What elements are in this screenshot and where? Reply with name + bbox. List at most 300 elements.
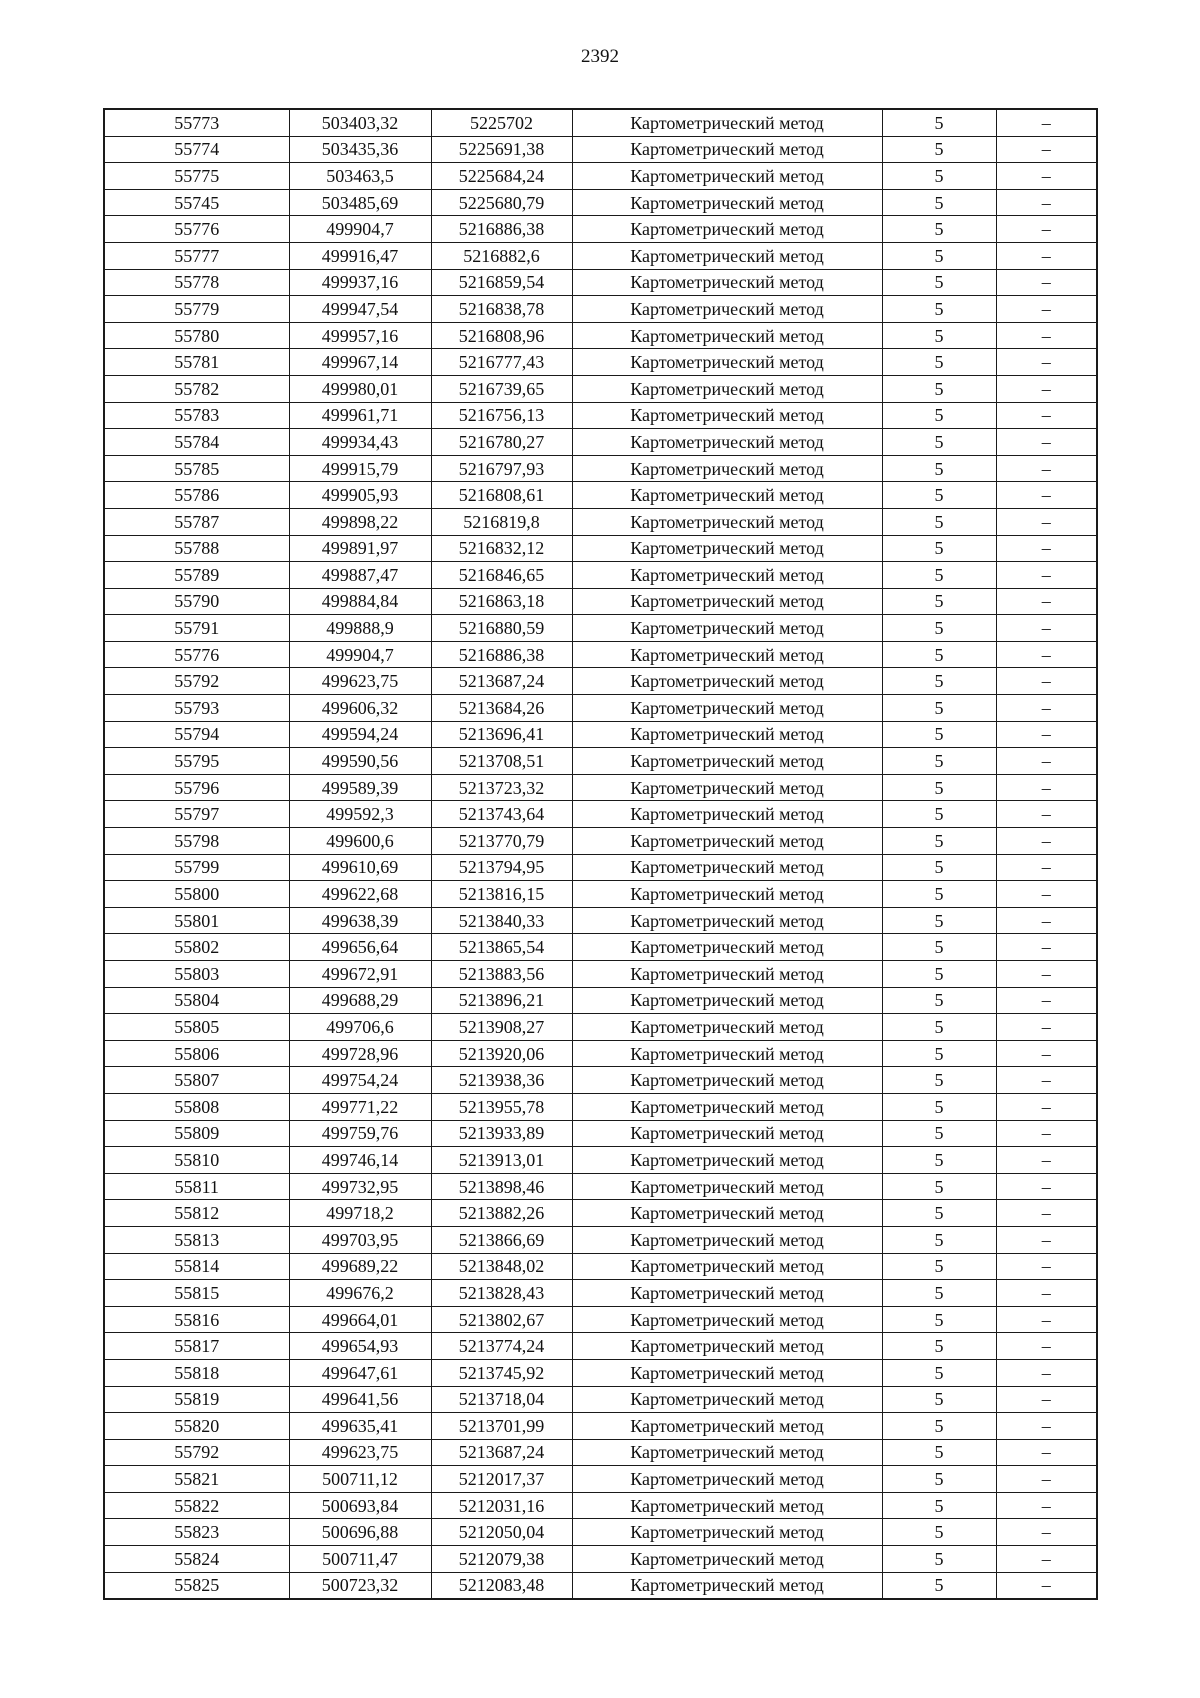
accuracy-cell: 5 xyxy=(882,934,996,961)
accuracy-cell: 5 xyxy=(882,1546,996,1573)
x-coordinate-cell: 499905,93 xyxy=(289,482,431,509)
note-cell: – xyxy=(996,296,1097,323)
note-cell: – xyxy=(996,588,1097,615)
y-coordinate-cell: 5216777,43 xyxy=(431,349,572,376)
x-coordinate-cell: 499592,3 xyxy=(289,801,431,828)
method-cell: Картометрический метод xyxy=(572,508,882,535)
y-coordinate-cell: 5213882,26 xyxy=(431,1200,572,1227)
note-cell: – xyxy=(996,508,1097,535)
point-number-cell: 55775 xyxy=(104,163,289,190)
y-coordinate-cell: 5213696,41 xyxy=(431,721,572,748)
y-coordinate-cell: 5213898,46 xyxy=(431,1173,572,1200)
method-cell: Картометрический метод xyxy=(572,296,882,323)
table-row xyxy=(104,1253,1097,1280)
method-cell: Картометрический метод xyxy=(572,588,882,615)
table-row xyxy=(104,242,1097,269)
table-row xyxy=(104,482,1097,509)
table-row xyxy=(104,881,1097,908)
table-row xyxy=(104,1413,1097,1440)
accuracy-cell: 5 xyxy=(882,1386,996,1413)
x-coordinate-cell: 499888,9 xyxy=(289,615,431,642)
y-coordinate-cell: 5225702 xyxy=(431,109,572,136)
accuracy-cell: 5 xyxy=(882,1413,996,1440)
accuracy-cell: 5 xyxy=(882,1014,996,1041)
method-cell: Картометрический метод xyxy=(572,1280,882,1307)
point-number-cell: 55823 xyxy=(104,1519,289,1546)
x-coordinate-cell: 499656,64 xyxy=(289,934,431,961)
y-coordinate-cell: 5213701,99 xyxy=(431,1413,572,1440)
accuracy-cell: 5 xyxy=(882,854,996,881)
x-coordinate-cell: 500711,12 xyxy=(289,1466,431,1493)
accuracy-cell: 5 xyxy=(882,987,996,1014)
y-coordinate-cell: 5216780,27 xyxy=(431,429,572,456)
y-coordinate-cell: 5216739,65 xyxy=(431,375,572,402)
x-coordinate-cell: 499606,32 xyxy=(289,695,431,722)
accuracy-cell: 5 xyxy=(882,1439,996,1466)
x-coordinate-cell: 499706,6 xyxy=(289,1014,431,1041)
method-cell: Картометрический метод xyxy=(572,1200,882,1227)
table-row xyxy=(104,1280,1097,1307)
note-cell: – xyxy=(996,615,1097,642)
y-coordinate-cell: 5213933,89 xyxy=(431,1120,572,1147)
method-cell: Картометрический метод xyxy=(572,1546,882,1573)
note-cell: – xyxy=(996,163,1097,190)
method-cell: Картометрический метод xyxy=(572,1253,882,1280)
y-coordinate-cell: 5216863,18 xyxy=(431,588,572,615)
accuracy-cell: 5 xyxy=(882,1280,996,1307)
x-coordinate-cell: 499654,93 xyxy=(289,1333,431,1360)
y-coordinate-cell: 5213794,95 xyxy=(431,854,572,881)
x-coordinate-cell: 499718,2 xyxy=(289,1200,431,1227)
accuracy-cell: 5 xyxy=(882,615,996,642)
table-row xyxy=(104,1147,1097,1174)
table-row xyxy=(104,402,1097,429)
table-row xyxy=(104,721,1097,748)
point-number-cell: 55825 xyxy=(104,1572,289,1599)
note-cell: – xyxy=(996,695,1097,722)
x-coordinate-cell: 499594,24 xyxy=(289,721,431,748)
note-cell: – xyxy=(996,1200,1097,1227)
point-number-cell: 55809 xyxy=(104,1120,289,1147)
point-number-cell: 55798 xyxy=(104,828,289,855)
coordinates-table xyxy=(103,108,1098,1600)
y-coordinate-cell: 5213913,01 xyxy=(431,1147,572,1174)
accuracy-cell: 5 xyxy=(882,1173,996,1200)
method-cell: Картометрический метод xyxy=(572,455,882,482)
note-cell: – xyxy=(996,455,1097,482)
note-cell: – xyxy=(996,1439,1097,1466)
table-row xyxy=(104,774,1097,801)
x-coordinate-cell: 499759,76 xyxy=(289,1120,431,1147)
method-cell: Картометрический метод xyxy=(572,1040,882,1067)
note-cell: – xyxy=(996,934,1097,961)
point-number-cell: 55792 xyxy=(104,668,289,695)
note-cell: – xyxy=(996,774,1097,801)
x-coordinate-cell: 499732,95 xyxy=(289,1173,431,1200)
point-number-cell: 55785 xyxy=(104,455,289,482)
coordinates-table-body xyxy=(104,109,1097,1599)
page-number: 2392 xyxy=(581,46,619,67)
x-coordinate-cell: 499590,56 xyxy=(289,748,431,775)
accuracy-cell: 5 xyxy=(882,1120,996,1147)
note-cell: – xyxy=(996,854,1097,881)
table-row xyxy=(104,136,1097,163)
x-coordinate-cell: 503485,69 xyxy=(289,189,431,216)
accuracy-cell: 5 xyxy=(882,801,996,828)
accuracy-cell: 5 xyxy=(882,163,996,190)
accuracy-cell: 5 xyxy=(882,1067,996,1094)
accuracy-cell: 5 xyxy=(882,641,996,668)
y-coordinate-cell: 5212017,37 xyxy=(431,1466,572,1493)
y-coordinate-cell: 5216838,78 xyxy=(431,296,572,323)
table-row xyxy=(104,296,1097,323)
table-row xyxy=(104,1572,1097,1599)
x-coordinate-cell: 499622,68 xyxy=(289,881,431,908)
x-coordinate-cell: 499947,54 xyxy=(289,296,431,323)
accuracy-cell: 5 xyxy=(882,349,996,376)
accuracy-cell: 5 xyxy=(882,1226,996,1253)
method-cell: Картометрический метод xyxy=(572,961,882,988)
accuracy-cell: 5 xyxy=(882,269,996,296)
y-coordinate-cell: 5225684,24 xyxy=(431,163,572,190)
accuracy-cell: 5 xyxy=(882,695,996,722)
x-coordinate-cell: 503435,36 xyxy=(289,136,431,163)
method-cell: Картометрический метод xyxy=(572,189,882,216)
y-coordinate-cell: 5213687,24 xyxy=(431,1439,572,1466)
y-coordinate-cell: 5212031,16 xyxy=(431,1492,572,1519)
x-coordinate-cell: 499904,7 xyxy=(289,641,431,668)
point-number-cell: 55822 xyxy=(104,1492,289,1519)
note-cell: – xyxy=(996,828,1097,855)
table-row xyxy=(104,907,1097,934)
y-coordinate-cell: 5216882,6 xyxy=(431,242,572,269)
method-cell: Картометрический метод xyxy=(572,801,882,828)
point-number-cell: 55801 xyxy=(104,907,289,934)
method-cell: Картометрический метод xyxy=(572,748,882,775)
point-number-cell: 55817 xyxy=(104,1333,289,1360)
x-coordinate-cell: 503403,32 xyxy=(289,109,431,136)
point-number-cell: 55784 xyxy=(104,429,289,456)
method-cell: Картометрический метод xyxy=(572,1439,882,1466)
note-cell: – xyxy=(996,242,1097,269)
y-coordinate-cell: 5225691,38 xyxy=(431,136,572,163)
note-cell: – xyxy=(996,1226,1097,1253)
method-cell: Картометрический метод xyxy=(572,1306,882,1333)
x-coordinate-cell: 499887,47 xyxy=(289,562,431,589)
table-row xyxy=(104,588,1097,615)
x-coordinate-cell: 500696,88 xyxy=(289,1519,431,1546)
x-coordinate-cell: 499967,14 xyxy=(289,349,431,376)
note-cell: – xyxy=(996,1306,1097,1333)
y-coordinate-cell: 5213708,51 xyxy=(431,748,572,775)
point-number-cell: 55800 xyxy=(104,881,289,908)
note-cell: – xyxy=(996,668,1097,695)
note-cell: – xyxy=(996,349,1097,376)
y-coordinate-cell: 5216886,38 xyxy=(431,216,572,243)
x-coordinate-cell: 499937,16 xyxy=(289,269,431,296)
y-coordinate-cell: 5213865,54 xyxy=(431,934,572,961)
point-number-cell: 55813 xyxy=(104,1226,289,1253)
method-cell: Картометрический метод xyxy=(572,1226,882,1253)
x-coordinate-cell: 499623,75 xyxy=(289,1439,431,1466)
x-coordinate-cell: 499688,29 xyxy=(289,987,431,1014)
note-cell: – xyxy=(996,269,1097,296)
method-cell: Картометрический метод xyxy=(572,163,882,190)
point-number-cell: 55824 xyxy=(104,1546,289,1573)
y-coordinate-cell: 5213866,69 xyxy=(431,1226,572,1253)
method-cell: Картометрический метод xyxy=(572,1147,882,1174)
y-coordinate-cell: 5213840,33 xyxy=(431,907,572,934)
x-coordinate-cell: 499647,61 xyxy=(289,1359,431,1386)
table-row xyxy=(104,1306,1097,1333)
x-coordinate-cell: 499980,01 xyxy=(289,375,431,402)
accuracy-cell: 5 xyxy=(882,242,996,269)
accuracy-cell: 5 xyxy=(882,1333,996,1360)
accuracy-cell: 5 xyxy=(882,1147,996,1174)
accuracy-cell: 5 xyxy=(882,1040,996,1067)
accuracy-cell: 5 xyxy=(882,748,996,775)
note-cell: – xyxy=(996,987,1097,1014)
point-number-cell: 55804 xyxy=(104,987,289,1014)
y-coordinate-cell: 5213718,04 xyxy=(431,1386,572,1413)
point-number-cell: 55778 xyxy=(104,269,289,296)
y-coordinate-cell: 5216886,38 xyxy=(431,641,572,668)
y-coordinate-cell: 5216808,61 xyxy=(431,482,572,509)
y-coordinate-cell: 5213770,79 xyxy=(431,828,572,855)
note-cell: – xyxy=(996,1253,1097,1280)
table-row xyxy=(104,641,1097,668)
point-number-cell: 55812 xyxy=(104,1200,289,1227)
note-cell: – xyxy=(996,881,1097,908)
note-cell: – xyxy=(996,1492,1097,1519)
table-row xyxy=(104,455,1097,482)
point-number-cell: 55810 xyxy=(104,1147,289,1174)
table-row xyxy=(104,1014,1097,1041)
point-number-cell: 55776 xyxy=(104,641,289,668)
y-coordinate-cell: 5212050,04 xyxy=(431,1519,572,1546)
note-cell: – xyxy=(996,1572,1097,1599)
method-cell: Картометрический метод xyxy=(572,668,882,695)
note-cell: – xyxy=(996,721,1097,748)
x-coordinate-cell: 499891,97 xyxy=(289,535,431,562)
note-cell: – xyxy=(996,1546,1097,1573)
y-coordinate-cell: 5212079,38 xyxy=(431,1546,572,1573)
note-cell: – xyxy=(996,1147,1097,1174)
y-coordinate-cell: 5213745,92 xyxy=(431,1359,572,1386)
method-cell: Картометрический метод xyxy=(572,1466,882,1493)
point-number-cell: 55789 xyxy=(104,562,289,589)
y-coordinate-cell: 5213896,21 xyxy=(431,987,572,1014)
y-coordinate-cell: 5216819,8 xyxy=(431,508,572,535)
y-coordinate-cell: 5216808,96 xyxy=(431,322,572,349)
note-cell: – xyxy=(996,482,1097,509)
note-cell: – xyxy=(996,1386,1097,1413)
note-cell: – xyxy=(996,1519,1097,1546)
x-coordinate-cell: 499898,22 xyxy=(289,508,431,535)
x-coordinate-cell: 499934,43 xyxy=(289,429,431,456)
y-coordinate-cell: 5213920,06 xyxy=(431,1040,572,1067)
accuracy-cell: 5 xyxy=(882,482,996,509)
table-row xyxy=(104,189,1097,216)
table-row xyxy=(104,1040,1097,1067)
method-cell: Картометрический метод xyxy=(572,721,882,748)
method-cell: Картометрический метод xyxy=(572,1519,882,1546)
y-coordinate-cell: 5213848,02 xyxy=(431,1253,572,1280)
y-coordinate-cell: 5216756,13 xyxy=(431,402,572,429)
table-row xyxy=(104,1226,1097,1253)
y-coordinate-cell: 5213938,36 xyxy=(431,1067,572,1094)
method-cell: Картометрический метод xyxy=(572,269,882,296)
point-number-cell: 55806 xyxy=(104,1040,289,1067)
note-cell: – xyxy=(996,1040,1097,1067)
accuracy-cell: 5 xyxy=(882,296,996,323)
method-cell: Картометрический метод xyxy=(572,1333,882,1360)
x-coordinate-cell: 499916,47 xyxy=(289,242,431,269)
note-cell: – xyxy=(996,1173,1097,1200)
x-coordinate-cell: 499904,7 xyxy=(289,216,431,243)
note-cell: – xyxy=(996,801,1097,828)
table-row xyxy=(104,1333,1097,1360)
table-row xyxy=(104,1067,1097,1094)
note-cell: – xyxy=(996,375,1097,402)
note-cell: – xyxy=(996,535,1097,562)
note-cell: – xyxy=(996,1466,1097,1493)
y-coordinate-cell: 5213802,67 xyxy=(431,1306,572,1333)
table-row xyxy=(104,1386,1097,1413)
y-coordinate-cell: 5212083,48 xyxy=(431,1572,572,1599)
note-cell: – xyxy=(996,907,1097,934)
point-number-cell: 55802 xyxy=(104,934,289,961)
method-cell: Картометрический метод xyxy=(572,1492,882,1519)
accuracy-cell: 5 xyxy=(882,721,996,748)
y-coordinate-cell: 5216859,54 xyxy=(431,269,572,296)
table-row xyxy=(104,1519,1097,1546)
point-number-cell: 55795 xyxy=(104,748,289,775)
method-cell: Картометрический метод xyxy=(572,828,882,855)
table-row xyxy=(104,1359,1097,1386)
x-coordinate-cell: 499589,39 xyxy=(289,774,431,801)
note-cell: – xyxy=(996,322,1097,349)
point-number-cell: 55820 xyxy=(104,1413,289,1440)
table-row xyxy=(104,375,1097,402)
table-row xyxy=(104,668,1097,695)
x-coordinate-cell: 499610,69 xyxy=(289,854,431,881)
method-cell: Картометрический метод xyxy=(572,562,882,589)
method-cell: Картометрический метод xyxy=(572,322,882,349)
method-cell: Картометрический метод xyxy=(572,402,882,429)
point-number-cell: 55786 xyxy=(104,482,289,509)
point-number-cell: 55779 xyxy=(104,296,289,323)
x-coordinate-cell: 499641,56 xyxy=(289,1386,431,1413)
x-coordinate-cell: 499771,22 xyxy=(289,1093,431,1120)
point-number-cell: 55792 xyxy=(104,1439,289,1466)
table-row xyxy=(104,748,1097,775)
method-cell: Картометрический метод xyxy=(572,375,882,402)
x-coordinate-cell: 499746,14 xyxy=(289,1147,431,1174)
accuracy-cell: 5 xyxy=(882,216,996,243)
note-cell: – xyxy=(996,641,1097,668)
note-cell: – xyxy=(996,1280,1097,1307)
y-coordinate-cell: 5213908,27 xyxy=(431,1014,572,1041)
method-cell: Картометрический метод xyxy=(572,1120,882,1147)
accuracy-cell: 5 xyxy=(882,375,996,402)
point-number-cell: 55774 xyxy=(104,136,289,163)
accuracy-cell: 5 xyxy=(882,535,996,562)
accuracy-cell: 5 xyxy=(882,429,996,456)
accuracy-cell: 5 xyxy=(882,1572,996,1599)
accuracy-cell: 5 xyxy=(882,1519,996,1546)
table-row xyxy=(104,615,1097,642)
note-cell: – xyxy=(996,961,1097,988)
table-row xyxy=(104,1200,1097,1227)
table-row xyxy=(104,934,1097,961)
point-number-cell: 55814 xyxy=(104,1253,289,1280)
method-cell: Картометрический метод xyxy=(572,934,882,961)
point-number-cell: 55811 xyxy=(104,1173,289,1200)
method-cell: Картометрический метод xyxy=(572,535,882,562)
note-cell: – xyxy=(996,748,1097,775)
point-number-cell: 55796 xyxy=(104,774,289,801)
point-number-cell: 55799 xyxy=(104,854,289,881)
method-cell: Картометрический метод xyxy=(572,109,882,136)
table-row xyxy=(104,349,1097,376)
point-number-cell: 55818 xyxy=(104,1359,289,1386)
method-cell: Картометрический метод xyxy=(572,429,882,456)
y-coordinate-cell: 5216846,65 xyxy=(431,562,572,589)
note-cell: – xyxy=(996,402,1097,429)
point-number-cell: 55794 xyxy=(104,721,289,748)
y-coordinate-cell: 5213828,43 xyxy=(431,1280,572,1307)
method-cell: Картометрический метод xyxy=(572,1386,882,1413)
y-coordinate-cell: 5213687,24 xyxy=(431,668,572,695)
x-coordinate-cell: 500723,32 xyxy=(289,1572,431,1599)
point-number-cell: 55816 xyxy=(104,1306,289,1333)
point-number-cell: 55790 xyxy=(104,588,289,615)
point-number-cell: 55815 xyxy=(104,1280,289,1307)
point-number-cell: 55803 xyxy=(104,961,289,988)
x-coordinate-cell: 499728,96 xyxy=(289,1040,431,1067)
accuracy-cell: 5 xyxy=(882,774,996,801)
accuracy-cell: 5 xyxy=(882,322,996,349)
table-row xyxy=(104,429,1097,456)
x-coordinate-cell: 499703,95 xyxy=(289,1226,431,1253)
accuracy-cell: 5 xyxy=(882,562,996,589)
accuracy-cell: 5 xyxy=(882,961,996,988)
y-coordinate-cell: 5213816,15 xyxy=(431,881,572,908)
accuracy-cell: 5 xyxy=(882,455,996,482)
point-number-cell: 55780 xyxy=(104,322,289,349)
point-number-cell: 55776 xyxy=(104,216,289,243)
accuracy-cell: 5 xyxy=(882,1093,996,1120)
table-row xyxy=(104,1492,1097,1519)
method-cell: Картометрический метод xyxy=(572,695,882,722)
method-cell: Картометрический метод xyxy=(572,1093,882,1120)
y-coordinate-cell: 5213743,64 xyxy=(431,801,572,828)
point-number-cell: 55788 xyxy=(104,535,289,562)
accuracy-cell: 5 xyxy=(882,1200,996,1227)
point-number-cell: 55819 xyxy=(104,1386,289,1413)
table-row xyxy=(104,961,1097,988)
point-number-cell: 55787 xyxy=(104,508,289,535)
x-coordinate-cell: 499672,91 xyxy=(289,961,431,988)
method-cell: Картометрический метод xyxy=(572,482,882,509)
x-coordinate-cell: 499884,84 xyxy=(289,588,431,615)
method-cell: Картометрический метод xyxy=(572,242,882,269)
x-coordinate-cell: 499664,01 xyxy=(289,1306,431,1333)
note-cell: – xyxy=(996,189,1097,216)
x-coordinate-cell: 499638,39 xyxy=(289,907,431,934)
table-row xyxy=(104,1093,1097,1120)
